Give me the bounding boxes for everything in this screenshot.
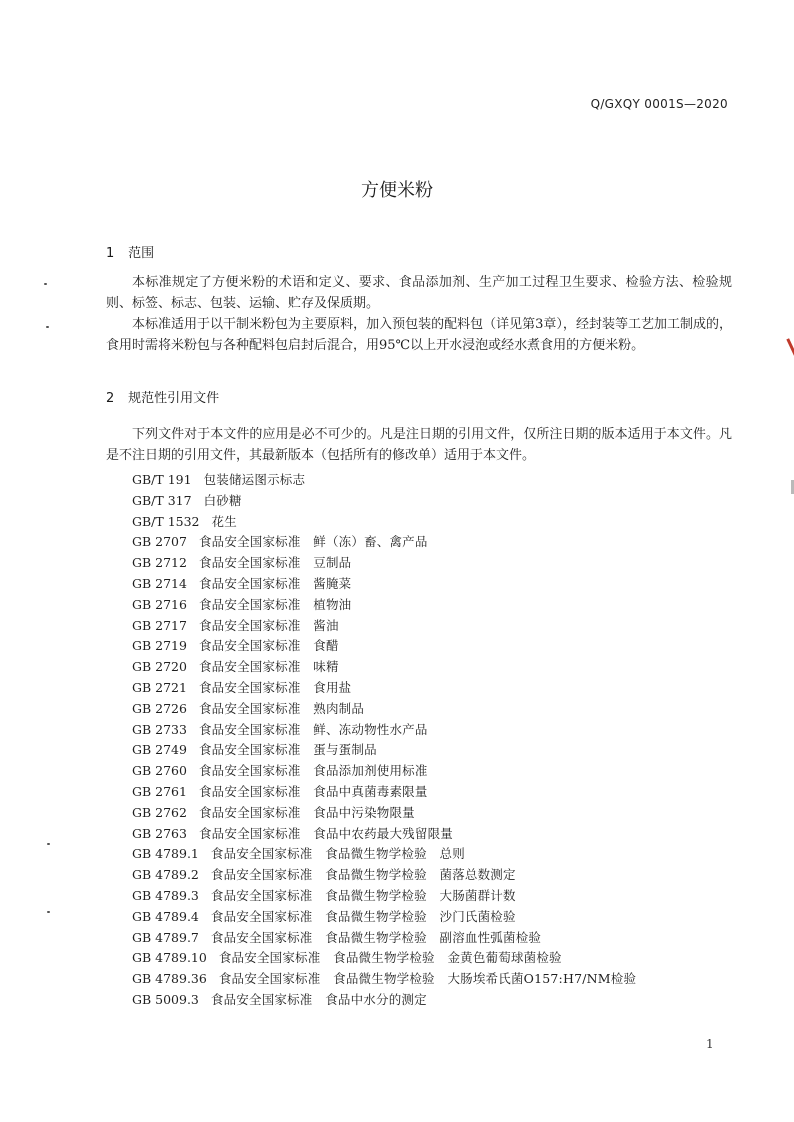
edge-mark	[786, 338, 794, 356]
section-number: 1	[106, 246, 115, 261]
reference-item: GB/T 317 白砂糖	[132, 492, 242, 508]
reference-item: GB 5009.3 食品安全国家标准 食品中水分的测定	[132, 991, 427, 1007]
document-code: Q/GXQY 0001S—2020	[590, 97, 728, 111]
reference-item: GB 2733 食品安全国家标准 鲜、冻动物性水产品	[132, 721, 428, 737]
scan-speck	[46, 326, 49, 328]
reference-item: GB 2720 食品安全国家标准 味精	[132, 659, 339, 675]
section-title: 范围	[128, 246, 155, 261]
reference-item: GB/T 191 包装储运图示标志	[132, 472, 306, 487]
scan-speck	[47, 843, 50, 845]
references-intro-paragraph: 下列文件对于本文件的应用是必不可少的。凡是注日期的引用文件，仅所注日期的版本适用于本文件。凡是不注日期的引用文件，其最新版本（包括所有的修改单）适用于本文件。	[106, 427, 732, 463]
reference-item: GB 2712 食品安全国家标准 豆制品	[132, 555, 352, 571]
reference-item: GB 4789.7 食品安全国家标准 食品微生物学检验 副溶血性弧菌检验	[132, 929, 542, 945]
document-title: 方便米粉	[361, 180, 433, 201]
reference-item: GB 4789.2 食品安全国家标准 食品微生物学检验 菌落总数测定	[132, 867, 516, 883]
reference-item: GB 2719 食品安全国家标准 食醋	[132, 638, 339, 654]
reference-item: GB 2726 食品安全国家标准 熟肉制品	[132, 700, 365, 716]
reference-item: GB 2760 食品安全国家标准 食品添加剂使用标准	[132, 763, 428, 779]
reference-item: GB 2763 食品安全国家标准 食品中农药最大残留限量	[132, 825, 453, 841]
reference-item: GB 2762 食品安全国家标准 食品中污染物限量	[132, 804, 415, 820]
scope-paragraph-2: 本标准适用于以干制米粉包为主要原料，加入预包装的配料包（详见第3章），经封装等工艺加工制成的，食用时需将米粉包与各种配料包启封后混合，用95℃以上开水浸泡或经水煮食用的方便米粉。	[106, 317, 732, 353]
reference-item: GB 2707 食品安全国家标准 鲜（冻）畜、禽产品	[132, 534, 428, 550]
section-heading-normative-references	[106, 387, 219, 406]
reference-item: GB 2714 食品安全国家标准 酱腌菜	[132, 575, 352, 591]
reference-item: GB 4789.1 食品安全国家标准 食品微生物学检验 总则	[132, 846, 465, 862]
reference-item: GB 2717 食品安全国家标准 酱油	[132, 617, 339, 633]
reference-item: GB 2716 食品安全国家标准 植物油	[132, 596, 352, 612]
reference-item: GB 4789.36 食品安全国家标准 食品微生物学检验 大肠埃希氏菌O157:H7/NM检验	[132, 971, 637, 987]
scan-speck	[44, 283, 47, 285]
section-number: 2	[106, 391, 115, 406]
reference-item: GB 2761 食品安全国家标准 食品中真菌毒素限量	[132, 783, 428, 799]
section-heading-scope	[106, 242, 154, 261]
scope-paragraph-1: 本标准规定了方便米粉的术语和定义、要求、食品添加剂、生产加工过程卫生要求、检验方法、检验规则、标签、标志、包装、运输、贮存及保质期。	[106, 275, 732, 311]
reference-item: GB 4789.4 食品安全国家标准 食品微生物学检验 沙门氏菌检验	[132, 908, 516, 924]
section-title: 规范性引用文件	[128, 391, 220, 406]
reference-item: GB/T 1532 花生	[132, 513, 237, 529]
reference-item: GB 2721 食品安全国家标准 食用盐	[132, 679, 352, 695]
reference-item: GB 4789.10 食品安全国家标准 食品微生物学检验 金黄色葡萄球菌检验	[132, 950, 562, 966]
reference-item: GB 4789.3 食品安全国家标准 食品微生物学检验 大肠菌群计数	[132, 887, 516, 903]
scan-speck	[47, 911, 50, 913]
reference-item: GB 2749 食品安全国家标准 蛋与蛋制品	[132, 742, 377, 758]
page-number: 1	[706, 1037, 714, 1051]
reference-list	[132, 470, 636, 1011]
